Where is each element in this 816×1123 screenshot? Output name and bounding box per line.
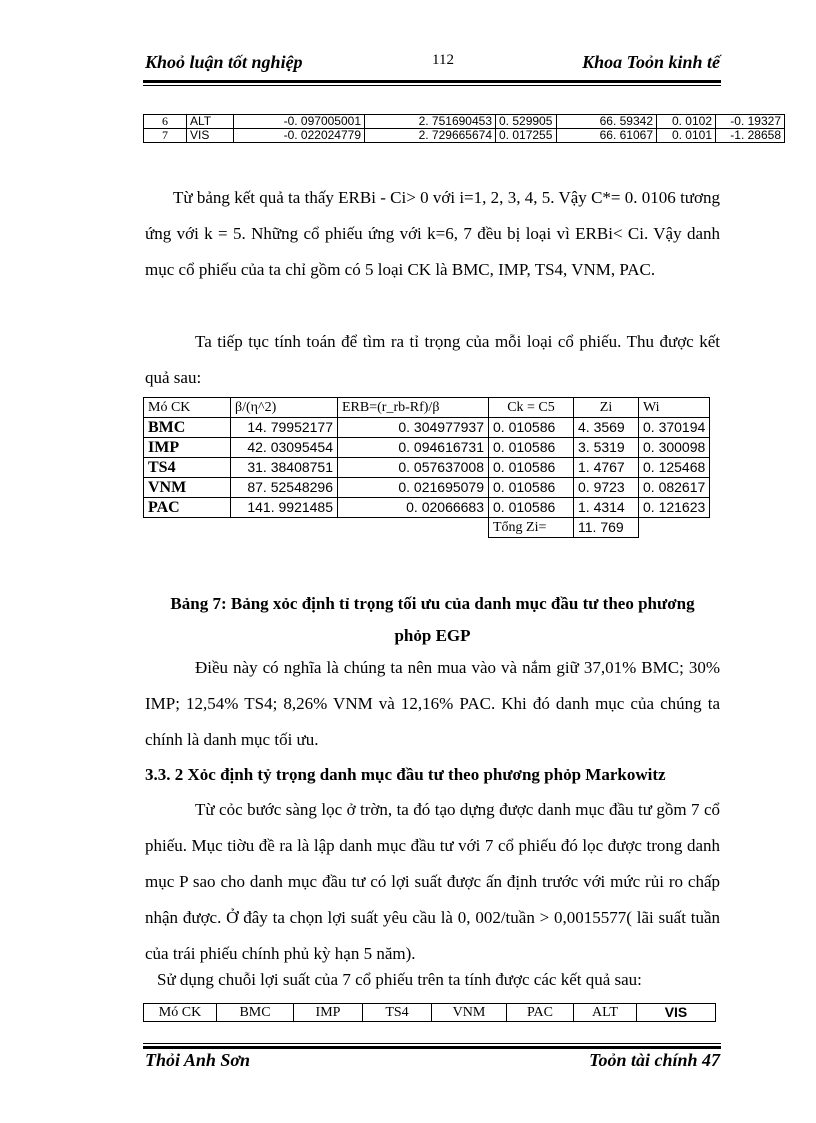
footer-class: Toỏn tài chính 47 — [589, 1050, 720, 1070]
table-cell: -0. 19327 — [716, 115, 785, 129]
table-cell: 0. 304977937 — [338, 418, 489, 438]
column-header: Zi — [574, 398, 639, 418]
header-faculty-label: Khoa Toỏn kinh tế — [582, 52, 720, 72]
table-cell: 0. 9723 — [574, 478, 639, 498]
table-row — [144, 458, 710, 478]
markowitz-table-header — [143, 1003, 716, 1022]
page-header — [145, 50, 720, 78]
column-header: PAC — [507, 1004, 574, 1022]
paragraph-weight-intro: Ta tiếp tục tính toán để tìm ra tỉ trọng của mỗi loại cổ phiếu. Thu được kết quả sau: — [145, 332, 720, 387]
stock-code: TS4 — [144, 458, 231, 478]
table-cell: 0. 017255 — [496, 129, 557, 143]
footer-rule-thin — [143, 1043, 721, 1044]
table-cell: 0. 010586 — [489, 418, 574, 438]
ranking-table-continuation — [143, 114, 785, 143]
table-cell: 14. 79952177 — [231, 418, 338, 438]
stock-code: VNM — [144, 478, 231, 498]
table-cell: 0. 0102 — [657, 115, 716, 129]
empty-cell — [231, 518, 338, 538]
table-cell: -0. 022024779 — [234, 129, 365, 143]
table-cell: 2. 729665674 — [365, 129, 496, 143]
table-cell: 0. 010586 — [489, 438, 574, 458]
caption-line: phỏp EGP — [394, 626, 471, 645]
column-header: ALT — [574, 1004, 637, 1022]
table-cell: 141. 9921485 — [231, 498, 338, 518]
table-cell: 87. 52548296 — [231, 478, 338, 498]
column-header: TS4 — [363, 1004, 432, 1022]
footer-rule-thick — [143, 1046, 721, 1049]
egp-weights-table — [143, 397, 710, 538]
table-cell: 0. 529905 — [496, 115, 557, 129]
table-row — [144, 478, 710, 498]
table-header-row — [144, 1004, 716, 1022]
header-thesis-label: Khoỏ luận tốt nghiệp — [145, 52, 303, 72]
table-cell: 0. 02066683 — [338, 498, 489, 518]
table-cell: 0. 010586 — [489, 498, 574, 518]
table-cell: 0. 125468 — [639, 458, 710, 478]
page-number: 112 — [432, 52, 454, 68]
row-index: 6 — [144, 115, 187, 129]
column-header: VNM — [432, 1004, 507, 1022]
caption-line: Bảng 7: Bảng xỏc định tỉ trọng tối ưu của danh mục đầu tư theo phương — [170, 594, 695, 613]
column-header: ERB=(r_rb-Rf)/β — [338, 398, 489, 418]
table-row — [144, 115, 785, 129]
column-header: β/(η^2) — [231, 398, 338, 418]
stock-code: BMC — [144, 418, 231, 438]
stock-code: IMP — [144, 438, 231, 458]
table-cell: 0. 021695079 — [338, 478, 489, 498]
stock-code: VIS — [187, 129, 234, 143]
empty-cell — [639, 518, 710, 538]
column-header: IMP — [294, 1004, 363, 1022]
table-cell: 0. 0101 — [657, 129, 716, 143]
table-row — [144, 129, 785, 143]
table-cell: 1. 4767 — [574, 458, 639, 478]
stock-code: PAC — [144, 498, 231, 518]
row-index: 7 — [144, 129, 187, 143]
paragraph-results-lead: Sử dụng chuỗi lợi suất của 7 cổ phiếu trên ta tính được các kết quả sau: — [157, 970, 642, 989]
table-row — [144, 498, 710, 518]
table-cell: 4. 3569 — [574, 418, 639, 438]
header-rule-thick — [143, 80, 721, 83]
table-caption — [145, 588, 720, 652]
table-cell: 0. 121623 — [639, 498, 710, 518]
table-cell: 66. 59342 — [557, 115, 657, 129]
table-row — [144, 438, 710, 458]
stock-code: ALT — [187, 115, 234, 129]
column-header: Wi — [639, 398, 710, 418]
table-cell: 0. 010586 — [489, 458, 574, 478]
table-header-row — [144, 398, 710, 418]
total-value: 11. 769 — [574, 518, 639, 538]
table-cell: 0. 370194 — [639, 418, 710, 438]
paragraph-result-analysis: Từ bảng kết quả ta thấy ERBi - Ci> 0 với i=1, 2, 3, 4, 5. Vậy C*= 0. 0106 tương ứng với k = 5. Những cổ phiếu ứng với k=6, 7 đều bị loại vì ERBi< Ci. Vậy danh mục cổ phiếu của ta chỉ gồm có 5 loại CK là BMC, IMP, TS4, VNM, PAC. — [145, 188, 720, 279]
table-cell: 0. 300098 — [639, 438, 710, 458]
table-cell: 1. 4314 — [574, 498, 639, 518]
table-cell: 31. 38408751 — [231, 458, 338, 478]
empty-cell — [338, 518, 489, 538]
table-cell: 0. 010586 — [489, 478, 574, 498]
table-total-row — [144, 518, 710, 538]
table-cell: 0. 057637008 — [338, 458, 489, 478]
column-header: Mó CK — [144, 398, 231, 418]
section-heading: 3.3. 2 Xỏc định tỷ trọng danh mục đầu tư theo phương phỏp Markowitz — [145, 765, 666, 784]
empty-cell — [144, 518, 231, 538]
table-cell: 0. 094616731 — [338, 438, 489, 458]
column-header: BMC — [217, 1004, 294, 1022]
column-header: VIS — [637, 1004, 716, 1022]
table-cell: -0. 097005001 — [234, 115, 365, 129]
paragraph-markowitz-intro: Từ cỏc bước sàng lọc ở trờn, ta đó tạo dựng được danh mục đầu tư gồm 7 cổ phiếu. Mục tiờu đề ra là lập danh mục đầu tư với 7 cổ phiếu đó lọc được trong danh mục P sao cho danh mục đầu tư có lợi suất được ấn định trước với mức rủi ro chấp nhận được. Ở đây ta chọn lợi suất yêu cầu là 0, 002/tuần > 0,0015577( lãi suất tuần của trái phiếu chính phủ kỳ hạn 5 năm). — [145, 800, 720, 963]
column-header: Mó CK — [144, 1004, 217, 1022]
column-header: Ck = C5 — [489, 398, 574, 418]
paragraph-conclusion: Điều này có nghĩa là chúng ta nên mua vào và nắm giữ 37,01% BMC; 30% IMP; 12,54% TS4; 8,26% VNM và 12,16% PAC. Khi đó danh mục của chúng ta chính là danh mục tối ưu. — [145, 658, 720, 749]
table-cell: 3. 5319 — [574, 438, 639, 458]
total-label: Tổng Zi= — [489, 518, 574, 538]
footer-author: Thỏi Anh Sơn — [145, 1050, 251, 1070]
table-cell: 42. 03095454 — [231, 438, 338, 458]
table-cell: 66. 61067 — [557, 129, 657, 143]
table-cell: -1. 28658 — [716, 129, 785, 143]
table-row — [144, 418, 710, 438]
table-cell: 2. 751690453 — [365, 115, 496, 129]
header-rule-thin — [143, 85, 721, 86]
page-footer — [145, 1050, 720, 1074]
table-cell: 0. 082617 — [639, 478, 710, 498]
